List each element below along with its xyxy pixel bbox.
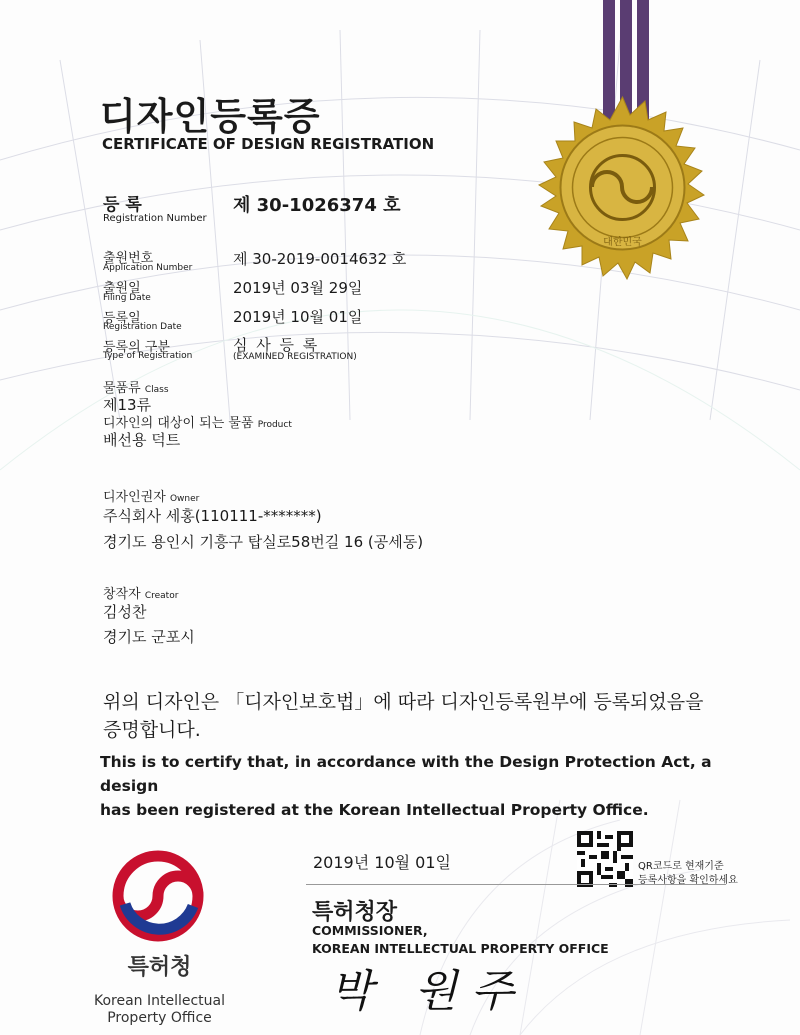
commissioner-title: 특허청장	[312, 900, 398, 925]
application-number: 제 30-2019-0014632 호	[233, 250, 407, 268]
commissioner-title-en: COMMISSIONER, KOREAN INTELLECTUAL PROPERTY OFFICE	[312, 923, 609, 956]
creator-label: 창작자 Creator	[103, 587, 179, 602]
certification-text-ko: 위의 디자인은 「디자인보호법」에 따라 디자인등록원부에 등록되었음을 증명합니다.	[103, 691, 704, 741]
office-name-ko: 특허청	[127, 955, 192, 980]
registration-type-label: 등록의 구분	[103, 340, 170, 355]
registration-date: 2019년 10월 01일	[233, 308, 363, 326]
commissioner-signature: 박 원주	[330, 966, 528, 1017]
certification-text-en: This is to certify that, in accordance with the Design Protection Act, a design has been registered at the Korean Intellectual Property Office.	[100, 753, 712, 819]
qr-note: QR코드로 현재기준 등록사항을 확인하세요	[638, 861, 738, 886]
application-number-label: 출원번호	[103, 251, 154, 266]
owner-label: 디자인권자 Owner	[103, 490, 200, 505]
owner-address: 경기도 용인시 기흥구 탑실로58번길 16 (공세동)	[103, 533, 424, 551]
page-title: 디자인등록증	[100, 95, 321, 138]
registration-date-label: 등록일	[103, 311, 141, 326]
class-label: 물품류 Class	[103, 381, 169, 396]
issue-date: 2019년 10월 01일	[313, 853, 451, 872]
filing-date-label-en: Filing Date	[103, 293, 151, 303]
creator-name: 김성찬	[103, 603, 147, 621]
creator-address: 경기도 군포시	[103, 628, 195, 646]
divider	[306, 884, 726, 885]
registration-number: 제 30-1026374 호	[233, 195, 401, 216]
product-value: 배선용 덕트	[103, 431, 181, 449]
filing-date: 2019년 03월 29일	[233, 279, 363, 297]
product-label: 디자인의 대상이 되는 물품 Product	[103, 416, 292, 431]
filing-date-label: 출원일	[103, 281, 141, 296]
registration-type-en: (EXAMINED REGISTRATION)	[233, 352, 357, 362]
registration-type-label-en: Type of Registration	[103, 351, 193, 361]
registration-label: 등 록	[103, 195, 142, 215]
registration-label-en: Registration Number	[103, 213, 207, 224]
class-value: 제13류	[103, 396, 152, 414]
registration-type: 심 사 등 록	[233, 336, 320, 354]
office-name-en: Korean Intellectual Property Office	[93, 993, 226, 1026]
registration-date-label-en: Registration Date	[103, 322, 182, 332]
page-subtitle: CERTIFICATE OF DESIGN REGISTRATION	[102, 135, 435, 153]
application-number-label-en: Application Number	[103, 263, 193, 273]
gold-seal-icon	[530, 95, 715, 280]
kipo-logo-icon	[111, 848, 206, 948]
owner-name: 주식회사 세홍(110111-*******)	[103, 507, 322, 525]
seal-inscription: 대한민국	[603, 237, 642, 248]
qr-code-icon[interactable]	[577, 831, 633, 887]
